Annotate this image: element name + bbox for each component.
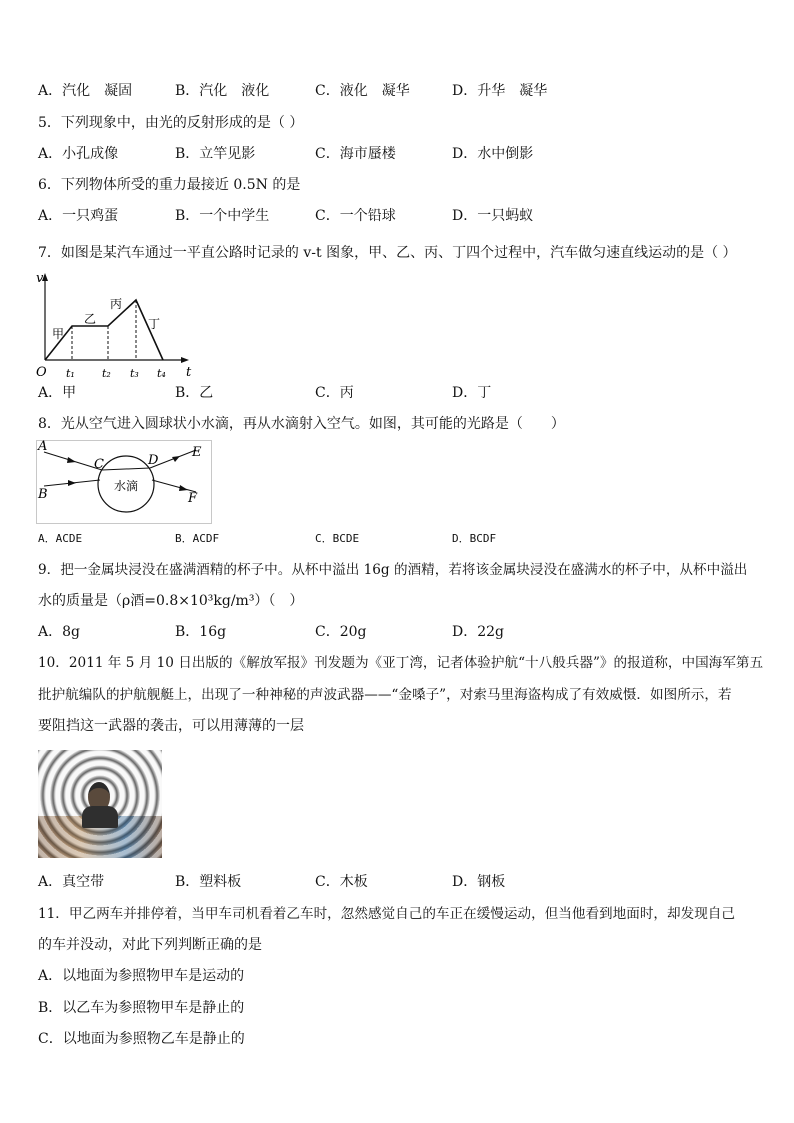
q4-option-d[interactable]: D．升华 凝华 [452, 83, 548, 99]
sound-weapon-photo [38, 750, 162, 858]
q10-option-a[interactable]: A．真空带 [38, 874, 105, 890]
phase-label-yi: 乙 [84, 312, 97, 326]
vt-graph [36, 270, 196, 380]
tick-t2: t₂ [102, 367, 111, 380]
ray-b-arrow [68, 480, 76, 486]
q5-option-b[interactable]: B．立竿见影 [175, 146, 256, 162]
q6-option-a[interactable]: A．一只鸡蛋 [38, 208, 119, 224]
point-c: C [94, 457, 104, 472]
q11-option-a[interactable]: A．以地面为参照物甲车是运动的 [38, 968, 245, 984]
point-f: F [188, 491, 198, 506]
ray-inside [102, 468, 150, 470]
point-d: D [148, 453, 159, 468]
tick-t1: t₁ [66, 367, 75, 380]
q10-stem-line3: 要阻挡这一武器的袭击，可以用薄薄的一层 [38, 718, 304, 734]
q7-option-a[interactable]: A．甲 [38, 385, 77, 401]
q6-option-d[interactable]: D．一只蚂蚁 [452, 208, 534, 224]
origin-label: O [36, 365, 47, 380]
q5-stem: 5．下列现象中，由光的反射形成的是（ ） [38, 115, 304, 131]
t-axis-arrow [181, 357, 189, 363]
phase-label-bing: 丙 [110, 297, 123, 311]
q8-option-a[interactable]: A．ACDE [38, 532, 83, 545]
tick-t4: t₄ [157, 367, 166, 380]
q7-option-c[interactable]: C．丙 [315, 385, 354, 401]
q8-stem: 8．光从空气进入圆球状小水滴，再从水滴射入空气。如图，其可能的光路是（ ） [38, 416, 565, 432]
q8-option-c[interactable]: C．BCDE [315, 532, 360, 545]
q5-option-d[interactable]: D．水中倒影 [452, 146, 534, 162]
q4-option-c[interactable]: C．液化 凝华 [315, 83, 410, 99]
q9-option-a[interactable]: A．8g [38, 624, 80, 640]
q7-stem: 7．如图是某汽车通过一平直公路时记录的 v-t 图象，甲、乙、丙、丁四个过程中，汽车做匀速直线运动的是（ ） [38, 245, 737, 261]
t-axis-label: t [186, 365, 192, 380]
q8-option-d[interactable]: D．BCDF [452, 532, 497, 545]
q6-option-c[interactable]: C．一个铅球 [315, 208, 396, 224]
q9-option-c[interactable]: C．20g [315, 624, 367, 640]
q7-option-d[interactable]: D．丁 [452, 385, 492, 401]
q4-option-a[interactable]: A．汽化 凝固 [38, 83, 133, 99]
q9-option-d[interactable]: D．22g [452, 624, 505, 640]
tick-t3: t₃ [130, 367, 139, 380]
q5-option-c[interactable]: C．海市蜃楼 [315, 146, 396, 162]
v-axis-label: v [36, 271, 44, 286]
q9-option-b[interactable]: B．16g [175, 624, 227, 640]
q4-option-b[interactable]: B．汽化 液化 [175, 83, 270, 99]
q11-stem-line2: 的车并没动，对此下列判断正确的是 [38, 937, 262, 953]
q10-option-b[interactable]: B．塑料板 [175, 874, 242, 890]
ray-f-arrow [179, 485, 188, 491]
person-body-icon [82, 806, 118, 828]
q8-option-b[interactable]: B．ACDF [175, 532, 220, 545]
point-e: E [192, 445, 202, 460]
q10-option-d[interactable]: D．钢板 [452, 874, 506, 890]
q5-option-a[interactable]: A．小孔成像 [38, 146, 119, 162]
q6-stem: 6．下列物体所受的重力最接近 0.5N 的是 [38, 177, 301, 193]
ray-a-arrow [67, 457, 76, 463]
q6-option-b[interactable]: B．一个中学生 [175, 208, 270, 224]
point-b: B [38, 487, 48, 502]
phase-label-jia: 甲 [52, 327, 65, 341]
q11-option-c[interactable]: C．以地面为参照物乙车是静止的 [38, 1031, 245, 1047]
q7-option-b[interactable]: B．乙 [175, 385, 214, 401]
water-drop-label: 水滴 [114, 479, 139, 493]
point-a: A [38, 440, 48, 454]
q9-stem-line2: 水的质量是（ρ酒=0.8×10³kg/m³）（ ） [38, 593, 304, 609]
water-drop-figure [36, 440, 212, 524]
q10-stem-line1: 10．2011 年 5 月 10 日出版的《解放军报》刊发题为《亚丁湾，记者体验护航“十八般兵器”》的报道称，中国海军第五 [38, 655, 764, 671]
q9-stem-line1: 9．把一金属块浸没在盛满酒精的杯子中。从杯中溢出 16g 的酒精，若将该金属块浸没在盛满水的杯子中，从杯中溢出 [38, 562, 748, 578]
q10-option-c[interactable]: C．木板 [315, 874, 368, 890]
phase-label-ding: 丁 [148, 317, 161, 331]
q11-stem-line1: 11．甲乙两车并排停着，当甲车司机看着乙车时，忽然感觉自己的车正在缓慢运动，但当他看到地面时，却发现自己 [38, 906, 735, 922]
q10-stem-line2: 批护航编队的护航舰艇上，出现了一种神秘的声波武器——“金嗓子”，对索马里海盗构成了有效威慑．如图所示，若 [38, 687, 732, 703]
q11-option-b[interactable]: B．以乙车为参照物甲车是静止的 [38, 1000, 245, 1016]
